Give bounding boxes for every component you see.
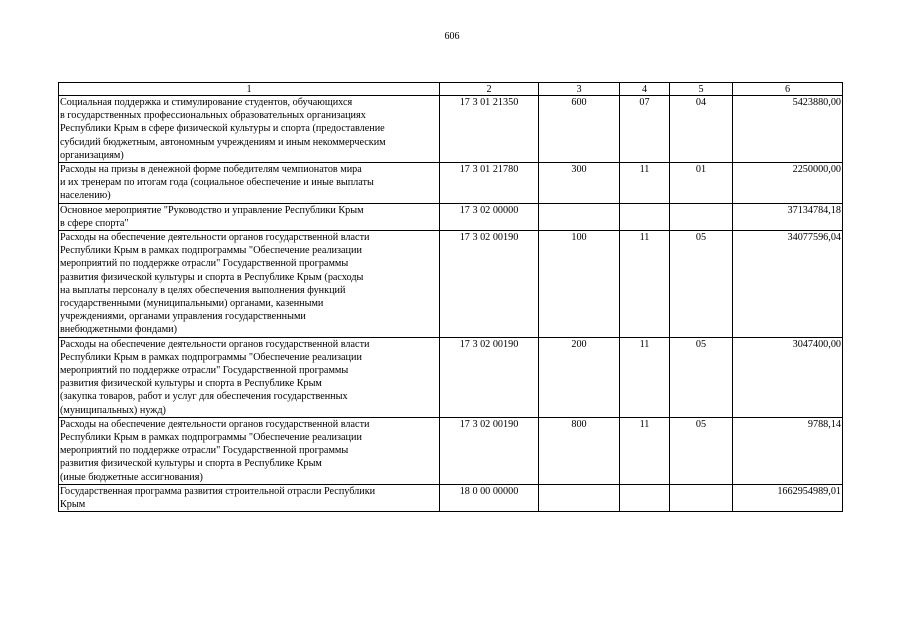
row-section <box>620 203 670 230</box>
row-name: Расходы на призы в денежной форме победителям чемпионатов мира и их тренерам по итогам года (социальное обеспечение и иные выплаты населению) <box>59 163 440 204</box>
row-target-code: 17 3 02 00000 <box>440 203 539 230</box>
row-expense-type <box>539 203 620 230</box>
row-sum: 34077596,04 <box>733 231 843 338</box>
table-row <box>59 96 843 163</box>
row-expense-type: 300 <box>539 163 620 204</box>
header-col-2: 2 <box>440 83 539 96</box>
header-col-5: 5 <box>670 83 733 96</box>
table-header-row <box>59 83 843 96</box>
header-col-3: 3 <box>539 83 620 96</box>
table-row <box>59 337 843 417</box>
row-section: 07 <box>620 96 670 163</box>
row-section <box>620 484 670 511</box>
row-name: Государственная программа развития строительной отрасли Республики Крым <box>59 484 440 511</box>
row-name: Расходы на обеспечение деятельности органов государственной власти Республики Крым в рамках подпрограммы "Обеспечение реализации мероприятий по поддержке отрасли" Государственной программы развития физической культуры и спорта в Республике Крым (иные бюджетные ассигнования) <box>59 417 440 484</box>
row-sum: 3047400,00 <box>733 337 843 417</box>
budget-table <box>58 82 843 512</box>
row-target-code: 17 3 01 21350 <box>440 96 539 163</box>
row-subsection: 04 <box>670 96 733 163</box>
row-subsection <box>670 203 733 230</box>
row-expense-type: 200 <box>539 337 620 417</box>
header-col-4: 4 <box>620 83 670 96</box>
row-sum: 2250000,00 <box>733 163 843 204</box>
row-name: Основное мероприятие "Руководство и управление Республики Крым в сфере спорта" <box>59 203 440 230</box>
row-expense-type <box>539 484 620 511</box>
row-section: 11 <box>620 337 670 417</box>
row-sum: 9788,14 <box>733 417 843 484</box>
table-row <box>59 203 843 230</box>
row-target-code: 17 3 01 21780 <box>440 163 539 204</box>
table-row <box>59 484 843 511</box>
row-sum: 37134784,18 <box>733 203 843 230</box>
row-target-code: 17 3 02 00190 <box>440 231 539 338</box>
row-subsection: 05 <box>670 231 733 338</box>
table-row <box>59 231 843 338</box>
row-expense-type: 100 <box>539 231 620 338</box>
row-expense-type: 800 <box>539 417 620 484</box>
row-sum: 5423880,00 <box>733 96 843 163</box>
row-section: 11 <box>620 231 670 338</box>
row-section: 11 <box>620 417 670 484</box>
row-subsection: 05 <box>670 337 733 417</box>
row-target-code: 17 3 02 00190 <box>440 337 539 417</box>
header-col-1: 1 <box>59 83 440 96</box>
row-name: Расходы на обеспечение деятельности органов государственной власти Республики Крым в рамках подпрограммы "Обеспечение реализации мероприятий по поддержке отрасли" Государственной программы развития физической культуры и спорта в Республике Крым (расходы на выплаты персоналу в целях обеспечения выполнения функций государственными (муниципальными) органами, казенными учреждениями, органами управления государственными внебюджетными фондами) <box>59 231 440 338</box>
row-name: Социальная поддержка и стимулирование студентов, обучающихся в государственных профессиональных образовательных организациях Республики Крым в сфере физической культуры и спорта (предоставление субсидий бюджетным, автономным учреждениям и иным некоммерческим организациям) <box>59 96 440 163</box>
row-subsection: 05 <box>670 417 733 484</box>
header-col-6: 6 <box>733 83 843 96</box>
row-section: 11 <box>620 163 670 204</box>
row-target-code: 18 0 00 00000 <box>440 484 539 511</box>
table-row <box>59 163 843 204</box>
row-sum: 1662954989,01 <box>733 484 843 511</box>
row-target-code: 17 3 02 00190 <box>440 417 539 484</box>
row-subsection: 01 <box>670 163 733 204</box>
row-subsection <box>670 484 733 511</box>
row-expense-type: 600 <box>539 96 620 163</box>
row-name: Расходы на обеспечение деятельности органов государственной власти Республики Крым в рамках подпрограммы "Обеспечение реализации мероприятий по поддержке отрасли" Государственной программы развития физической культуры и спорта в Республике Крым (закупка товаров, работ и услуг для обеспечения государственных (муниципальных) нужд) <box>59 337 440 417</box>
page-number: 606 <box>444 31 460 42</box>
table-row <box>59 417 843 484</box>
